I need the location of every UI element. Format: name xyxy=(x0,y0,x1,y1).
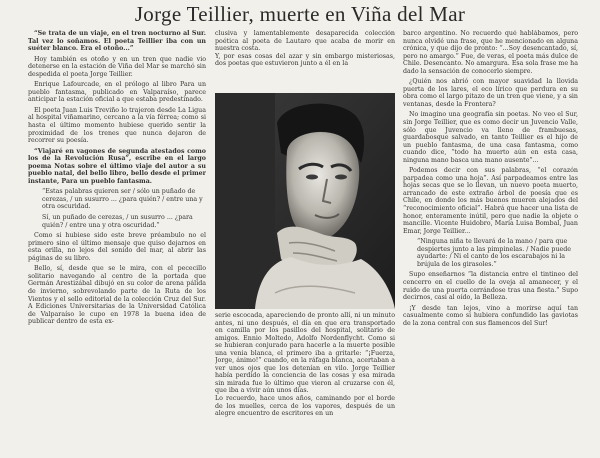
portrait-photo xyxy=(215,93,395,309)
verse: Sí, un puñado de cerezas, / un susurro ... ¿para quién? / entre una y otra oscuridad.” xyxy=(42,214,193,229)
paragraph: Podemos decir con sus palabras, “el corazón parpadea como una hoja”. Así parpadeamos entre las hojas secas que se lo llevan, un nuevo poeta muerto, arrancado de este extraño árbol de poesía que es Chile, en donde los más buenos mueren alejados del “reconocimiento oficial”. Habrá que hacer una lista de honor, enteramente inútil, pero que nadie la objete o mancille. Vicente Huidobro, María Luisa Bombal, Juan Emar, Jorge Teillier... xyxy=(403,167,578,235)
column-2-top-text: clusiva y lamentablemente desaparecida colección poética al poeta de Lautaro que acaba de morir en nuestra costa. Y, por esas cosas del azar y sin embargo misteriosas, dos poetas que estuvieron junto a él en la xyxy=(215,30,395,68)
paragraph: El poeta Juan Luis Treviño lo trajeron desde La Ligua al hospital viñamarino, cercano a la vía férrea; como si hasta el último momento hubiese querido sentir la proximidad de los trenes que nunca dejaron de recorrer su poesía. xyxy=(28,106,206,145)
paragraph: No imagino una geografía sin poetas. No veo el Sur, sin Jorge Teillier, que es como decir un Juvencio Valle, sólo que Juvencio va lleno de frambuesas, guardabosque salvado, en tanto Teillier es el hijo de un pueblo fantasma, de una casa fantasma, como cuando dice, “todo ha muerto aún en esta casa, ninguna mano basca una mano ausente”... xyxy=(403,111,578,164)
column-1 xyxy=(28,30,206,454)
paragraph: Como si hubiese sido este breve préambulo no el primero sino el último mensaje que quiso dejarnos en esta orilla, no lejos del sonido del mar, al abrir las páginas de su libro. xyxy=(28,232,206,262)
article-title: Jorge Teillier, muerte en Viña del Mar xyxy=(134,2,466,26)
paragraph: Supo enseñarnos “la distancia entre el tintineo del cencerro en el cuello de la oveja al amanecer, y el ruido de una puerta cerrándose tras una fiesta.” Supo decirnos, casi al oído, la Belleza. xyxy=(403,271,578,302)
verse: “Ninguna niña te llevará de la mano / para que despiertes junto a las pimpinelas. / Nadie puede ayudarte: / Ni el canto de los escarabajos ni la brújula de los girasoles.” xyxy=(417,238,571,268)
verse: “Estas palabras quieren ser / sólo un puñado de cerezas, / un susurro ... ¿para quién? / entre una y otra oscuridad. xyxy=(42,188,203,211)
paragraph: barco argentino. No recuerdo qué hablábamos, pero nunca olvidé una frase, que he mencionado en alguna crónica, y que dijo de pronto: “...Soy desencantado, sí, pero no amargo.” Fue, de veras, el poeta más dulce de Chile. Desencanto. No amargura. Esa sola frase me ha dado la sensación de conocerlo siempre. xyxy=(403,30,578,75)
column-3 xyxy=(403,30,578,454)
paragraph: “Se trata de un viaje, en el tren nocturno al Sur. Tal vez lo soñamos. El poeta Teillier iba con un suéter blanco. Era el otoño...” xyxy=(28,30,206,53)
paragraph: ¡Y desde tan lejos, vino a morirse aquí tan casualmente como si hubiera confundido las gaviotas de la zona central con sus flamencos del Sur! xyxy=(403,304,578,327)
paragraph: Hoy también es otoño y en un tren que nadie vio detenerse en la estación de Viña del Mar se marchó sin despedida el poeta Jorge Teillier. xyxy=(28,55,206,78)
paragraph: ¿Quién nos abrió con mayor suavidad la llovida puerta de los lares, el eco lírico que perdura en su obra como el largo pitazo de un tren que viene, y a sin ventanas, desde la Frontera? xyxy=(403,78,578,108)
paragraph: “Viajaré en vagones de segunda atestados como los de la Revolución Rusa”, escribe en el largo poema Notas sobre el último viaje del autor a su pueblo natal, del bello libro, bello desde el primer instante, Para un pueblo fantasma. xyxy=(28,147,206,185)
paragraph: Enrique Lafourcade, en el prólogo al libro Para un pueblo fantasma, publicado en Valparaíso, parece anticipar la estación oficial a que estaba predestinado. xyxy=(28,81,206,104)
column-2-bottom-text: serie escocada, apareciendo de pronto allí, ni un minuto antes, ni uno después, el día en que era transportado en camilla por los pasillos del hospital, solitario de amigos. Ennio Moltedo, Adolfo Nordenflycht. Como si se hubieran conjurado para hacerle a la muerte posible una venia blanca, el primero iba a gritarle: “¡Fuerza, Jorge, ánimo!” cuando, en la ráfaga blanca, acertaban a ver unos ojos que los detenían en vilo. Jorge Teillier había perdido la conciencia de las cosas y esa mirada sin mirada fue lo último que vieron al cruzarse con él, que iba a vivir aún unos días. Lo recuerdo, hace unos años, caminando por el borde de los muelles, cerca de los vapores, después de un alegre encuentro de escritores en un xyxy=(215,312,395,418)
paragraph: Bello, sí, desde que se le mira, con el pececillo solitario navegando al centro de la portada que Germán Arestizábal dibujó en su color de arena pálida de invierno, sobrevolando parte de la Ruta de los Vientos y el sello editorial de la colección Cruz del Sur. A Ediciones Universitarias de la Universidad Católica de Valparaíso le cupo en 1978 la buena idea de publicar dentro de esta ex- xyxy=(28,265,206,326)
